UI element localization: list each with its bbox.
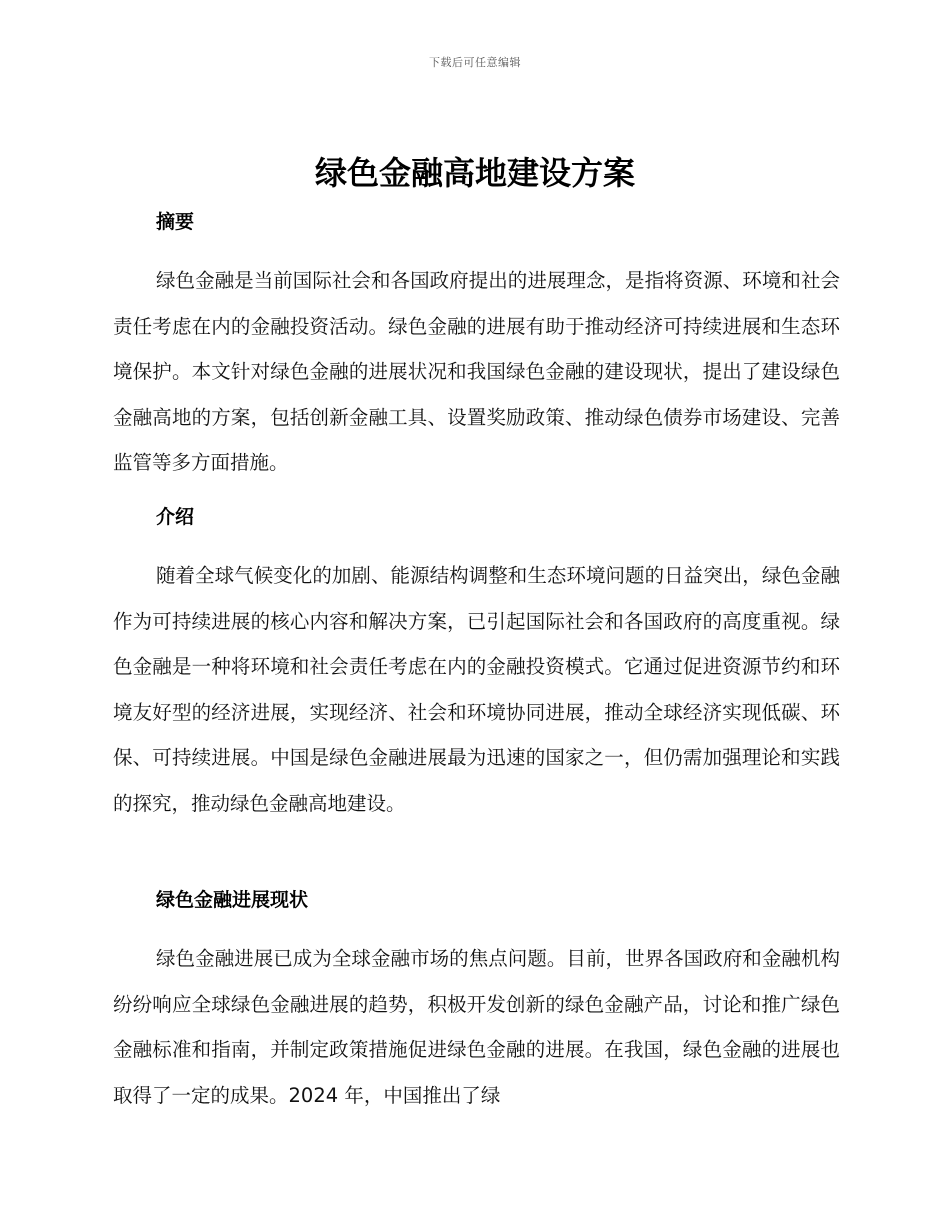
section-heading-status: 绿色金融进展现状 [156,889,309,911]
document-title: 绿色金融高地建设方案 [314,154,635,192]
page-header-note: 下载后可任意编辑 [429,56,521,69]
section-body-abstract: 绿色金融是当前国际社会和各国政府提出的进展理念，是指将资源、环境和社会责任考虑在内的金融投资活动。绿色金融的进展有助于推动经济可持续进展和生态环境保护。本文针对绿色金融的进展状况和我国绿色金融的建设现状，提出了建设绿色金融高地的方案，包括创新金融工具、设置奖励政策、推动绿色债券市场建设、完善监管等多方面措施。 [113,269,840,475]
section-heading-abstract: 摘要 [156,211,195,233]
section-body-status: 绿色金融进展已成为全球金融市场的焦点问题。目前，世界各国政府和金融机构纷纷响应全球绿色金融进展的趋势，积极开发创新的绿色金融产品，讨论和推广绿色金融标准和指南，并制定政策措施促进绿色金融的进展。在我国，绿色金融的进展也取得了一定的成果。2024 年，中国推出了绿 [113,947,840,1107]
section-body-introduction: 随着全球气候变化的加剧、能源结构调整和生态环境问题的日益突出，绿色金融作为可持续进展的核心内容和解决方案，已引起国际社会和各国政府的高度重视。绿色金融是一种将环境和社会责任考虑在内的金融投资模式。它通过促进资源节约和环境友好型的经济进展，实现经济、社会和环境协同进展，推动全球经济实现低碳、环保、可持续进展。中国是绿色金融进展最为迅速的国家之一，但仍需加强理论和实践的探究，推动绿色金融高地建设。 [113,564,840,815]
section-heading-introduction: 介绍 [156,506,195,528]
